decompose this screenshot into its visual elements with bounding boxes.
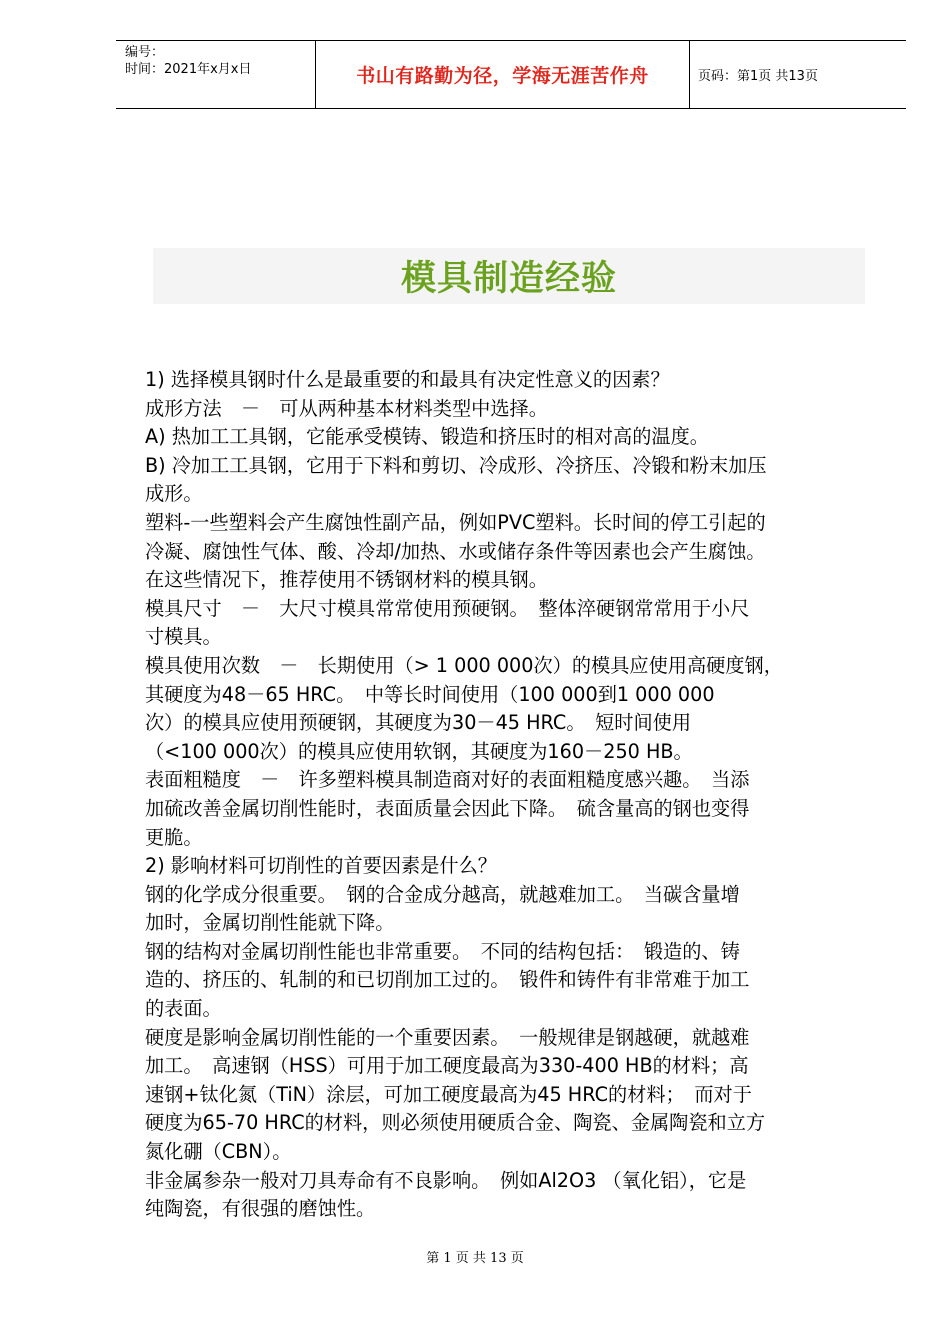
text-line: 次）的模具应使用预硬钢，其硬度为30－45 HRC。 短时间使用 <box>145 711 692 735</box>
text-line: 硬度是影响金属切削性能的一个重要因素。 一般规律是钢越硬，就越难 <box>145 1025 750 1049</box>
header-page-info: 页码：第1页 共13页 <box>698 69 818 84</box>
header-meta <box>116 41 316 108</box>
text-line: 硬度为65-70 HRC的材料，则必须使用硬质合金、陶瓷、金属陶瓷和立方 <box>145 1111 766 1135</box>
text-line: 模具使用次数 － 长期使用（> 1 000 000次）的模具应使用高硬度钢， <box>145 653 783 677</box>
text-line: 钢的结构对金属切削性能也非常重要。 不同的结构包括： 锻造的、铸 <box>145 939 740 963</box>
text-line: 非金属参杂一般对刀具寿命有不良影响。 例如Al2O3 （氧化铝），它是 <box>145 1168 747 1192</box>
text-line: 造的、挤压的、轧制的和已切削加工过的。 锻件和铸件有非常难于加工 <box>145 968 750 992</box>
text-line: 寸模具。 <box>145 625 222 649</box>
text-line: 氮化硼（CBN）。 <box>145 1140 292 1164</box>
header-divider <box>689 41 690 108</box>
text-line: 1) 选择模具钢时什么是最重要的和最具有决定性意义的因素？ <box>145 368 670 391</box>
text-line: 的表面。 <box>145 997 222 1021</box>
text-line: 塑料-一些塑料会产生腐蚀性副产品，例如PVC塑料。长时间的停工引起的 <box>145 510 766 534</box>
text-line: 成形。 <box>145 482 203 506</box>
text-line: 表面粗糙度 － 许多塑料模具制造商对好的表面粗糙度感兴趣。 当添 <box>145 768 750 792</box>
text-line: 2) 影响材料可切削性的首要因素是什么？ <box>145 854 497 878</box>
serial-label: 编号： <box>125 45 165 60</box>
text-line: A) 热加工工具钢，它能承受模铸、锻造和挤压时的相对高的温度。 <box>145 425 709 449</box>
text-line: 速钢+钛化氮（TiN）涂层，可加工硬度最高为45 HRC的材料； 而对于 <box>145 1082 752 1106</box>
title-band <box>153 248 865 304</box>
text-line: 加硫改善金属切削性能时，表面质量会因此下降。 硫含量高的钢也变得 <box>145 796 750 820</box>
text-line: 更脆。 <box>145 825 203 849</box>
text-line: 冷凝、腐蚀性气体、酸、冷却/加热、水或储存条件等因素也会产生腐蚀。 <box>145 539 766 563</box>
text-line: 加工。 高速钢（HSS）可用于加工硬度最高为330-400 HB的材料；高 <box>145 1054 749 1078</box>
text-line: 成形方法 － 可从两种基本材料类型中选择。 <box>145 396 548 420</box>
time-label: 时间：2021年x月x日 <box>125 62 252 77</box>
page-header <box>116 40 906 109</box>
page-footer: 第 1 页 共 13 页 <box>426 1251 524 1266</box>
text-line: 加时，金属切削性能就下降。 <box>145 911 395 935</box>
text-line: 模具尺寸 － 大尺寸模具常常使用预硬钢。 整体淬硬钢常常用于小尺 <box>145 596 750 620</box>
document-title: 模具制造经验 <box>400 258 617 299</box>
text-line: 钢的化学成分很重要。 钢的合金成分越高，就越难加工。 当碳含量增 <box>145 882 740 906</box>
text-line: 在这些情况下，推荐使用不锈钢材料的模具钢。 <box>145 568 548 592</box>
text-line: 其硬度为48－65 HRC。 中等长时间使用（100 000到1 000 000 <box>145 682 715 706</box>
text-line: B) 冷加工工具钢，它用于下料和剪切、冷成形、冷挤压、冷锻和粉末加压 <box>145 453 767 477</box>
header-motto: 书山有路勤为径，学海无涯苦作舟 <box>356 65 649 87</box>
text-line: （<100 000次）的模具应使用软钢，其硬度为160－250 HB。 <box>145 739 693 763</box>
document-body <box>145 366 880 1224</box>
text-line: 纯陶瓷，有很强的磨蚀性。 <box>145 1197 376 1221</box>
